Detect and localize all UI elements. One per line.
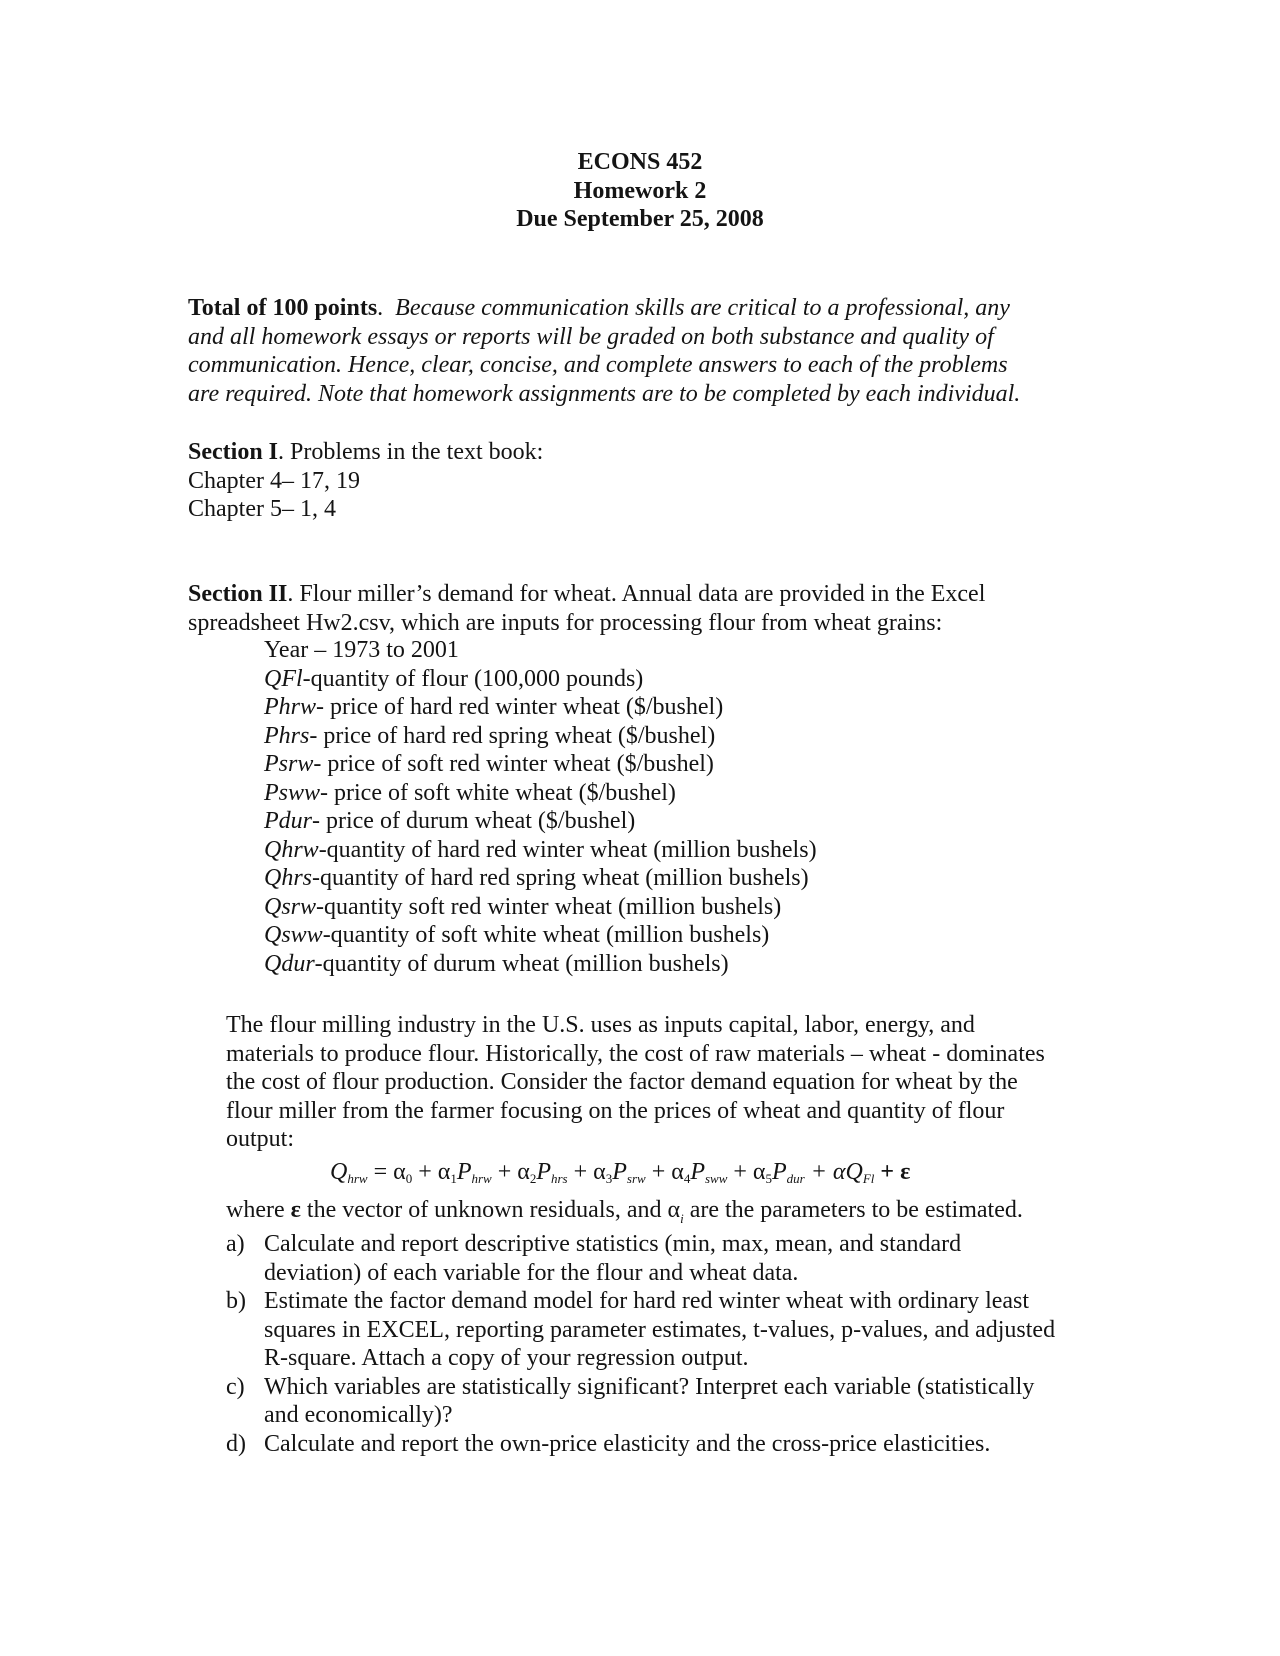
assignment-title: Homework 2 — [573, 177, 707, 204]
question-a: a) Calculate and report descriptive statistics (min, max, mean, and standard deviation) of each variable for the flour and wheat data. — [226, 1231, 962, 1286]
variable-item: Qdur-quantity of durum wheat (million bushels) — [264, 950, 729, 977]
year-range: Year – 1973 to 2001 — [264, 637, 459, 663]
section-2 — [188, 580, 1108, 637]
section-1-heading-text: . Problems in the text book: — [278, 439, 544, 465]
variable-item: Phrw- price of hard red winter wheat ($/bushel) — [264, 694, 724, 720]
demand-equation: $Q_{hrw} = \alpha_0 + \alpha_1P_{hrw} + \alpha_2P_{hrs} + \alpha_3P_{srw} + \alpha_4P_{sww} + \alpha_5P_{dur} + \alpha Q_{Fl} + \varepsilon$ — [330, 1159, 911, 1186]
question-label: a) — [226, 1231, 245, 1257]
question-label: d) — [226, 1430, 246, 1457]
context-paragraph — [226, 1011, 1106, 1154]
intro-line-2: and all homework essays or reports will be graded on both substance and quality of — [188, 323, 994, 350]
variable-item: Pdur- price of durum wheat ($/bushel) — [264, 808, 636, 834]
variable-item: Psww- price of soft white wheat ($/bushel) — [264, 779, 676, 806]
intro-line-1: Because communication skills are critical to a professional, any — [395, 295, 1010, 321]
section-1-chapter-4: Chapter 4– 17, 19 — [188, 467, 360, 494]
document-header — [0, 148, 1280, 234]
paragraph-line: The flour milling industry in the U.S. uses as inputs capital, labor, energy, and — [226, 1012, 975, 1038]
question-label: c) — [226, 1373, 245, 1400]
variable-item: Qsww-quantity of soft white wheat (million bushels) — [264, 922, 770, 948]
question-b: b) Estimate the factor demand model for hard red winter wheat with ordinary least squares in EXCEL, reporting parameter estimates, t-values, p-values, and adjusted R-square. Attach a copy of your regression output. — [226, 1288, 1056, 1371]
intro-line-3: communication. Hence, clear, concise, and complete answers to each of the problems — [188, 352, 1008, 378]
variable-item: Qsrw-quantity soft red winter wheat (million bushels) — [264, 893, 782, 920]
course-title: ECONS 452 — [577, 149, 703, 175]
question-label: b) — [226, 1288, 246, 1314]
section-2-title: Section II — [188, 581, 288, 607]
variable-item: Psrw- price of soft red winter wheat ($/bushel) — [264, 751, 714, 777]
due-date: Due September 25, 2008 — [516, 206, 764, 232]
question-list — [226, 1230, 1106, 1458]
variable-item: QFl-quantity of flour (100,000 pounds) — [264, 665, 644, 692]
section-2-line-2: spreadsheet Hw2.csv, which are inputs for processing flour from wheat grains: — [188, 609, 943, 636]
intro-line-4: are required. Note that homework assignments are to be completed by each individual. — [188, 380, 1021, 407]
variable-list — [264, 636, 817, 978]
intro-paragraph — [188, 294, 1108, 408]
paragraph-line: materials to produce flour. Historically, the cost of raw materials – wheat - dominates — [226, 1040, 1045, 1067]
intro-period: . — [377, 295, 384, 321]
paragraph-line: the cost of flour production. Consider the factor demand equation for wheat by the — [226, 1069, 1018, 1095]
question-c: c) Which variables are statistically significant? Interpret each variable (statistically and economically)? — [226, 1373, 1035, 1428]
variable-item: Qhrw-quantity of hard red winter wheat (million bushels) — [264, 836, 817, 863]
section-1-chapter-5: Chapter 5– 1, 4 — [188, 496, 336, 522]
variable-item: Qhrs-quantity of hard red spring wheat (million bushels) — [264, 865, 809, 891]
section-1 — [188, 438, 1108, 524]
paragraph-line: output: — [226, 1126, 295, 1152]
question-d: d) Calculate and report the own-price elasticity and the cross-price elasticities. — [226, 1430, 991, 1457]
variable-item: Phrs- price of hard red spring wheat ($/bushel) — [264, 722, 716, 749]
section-1-title: Section I — [188, 439, 278, 465]
where-line: where ε the vector of unknown residuals, and $\alpha_i$ are the parameters to be estimated. — [226, 1197, 1023, 1226]
intro-points: Total of 100 points — [188, 295, 378, 321]
section-2-heading-text: . Flour miller’s demand for wheat. Annual data are provided in the Excel — [287, 581, 986, 607]
paragraph-line: flour miller from the farmer focusing on the prices of wheat and quantity of flour — [226, 1097, 1005, 1124]
